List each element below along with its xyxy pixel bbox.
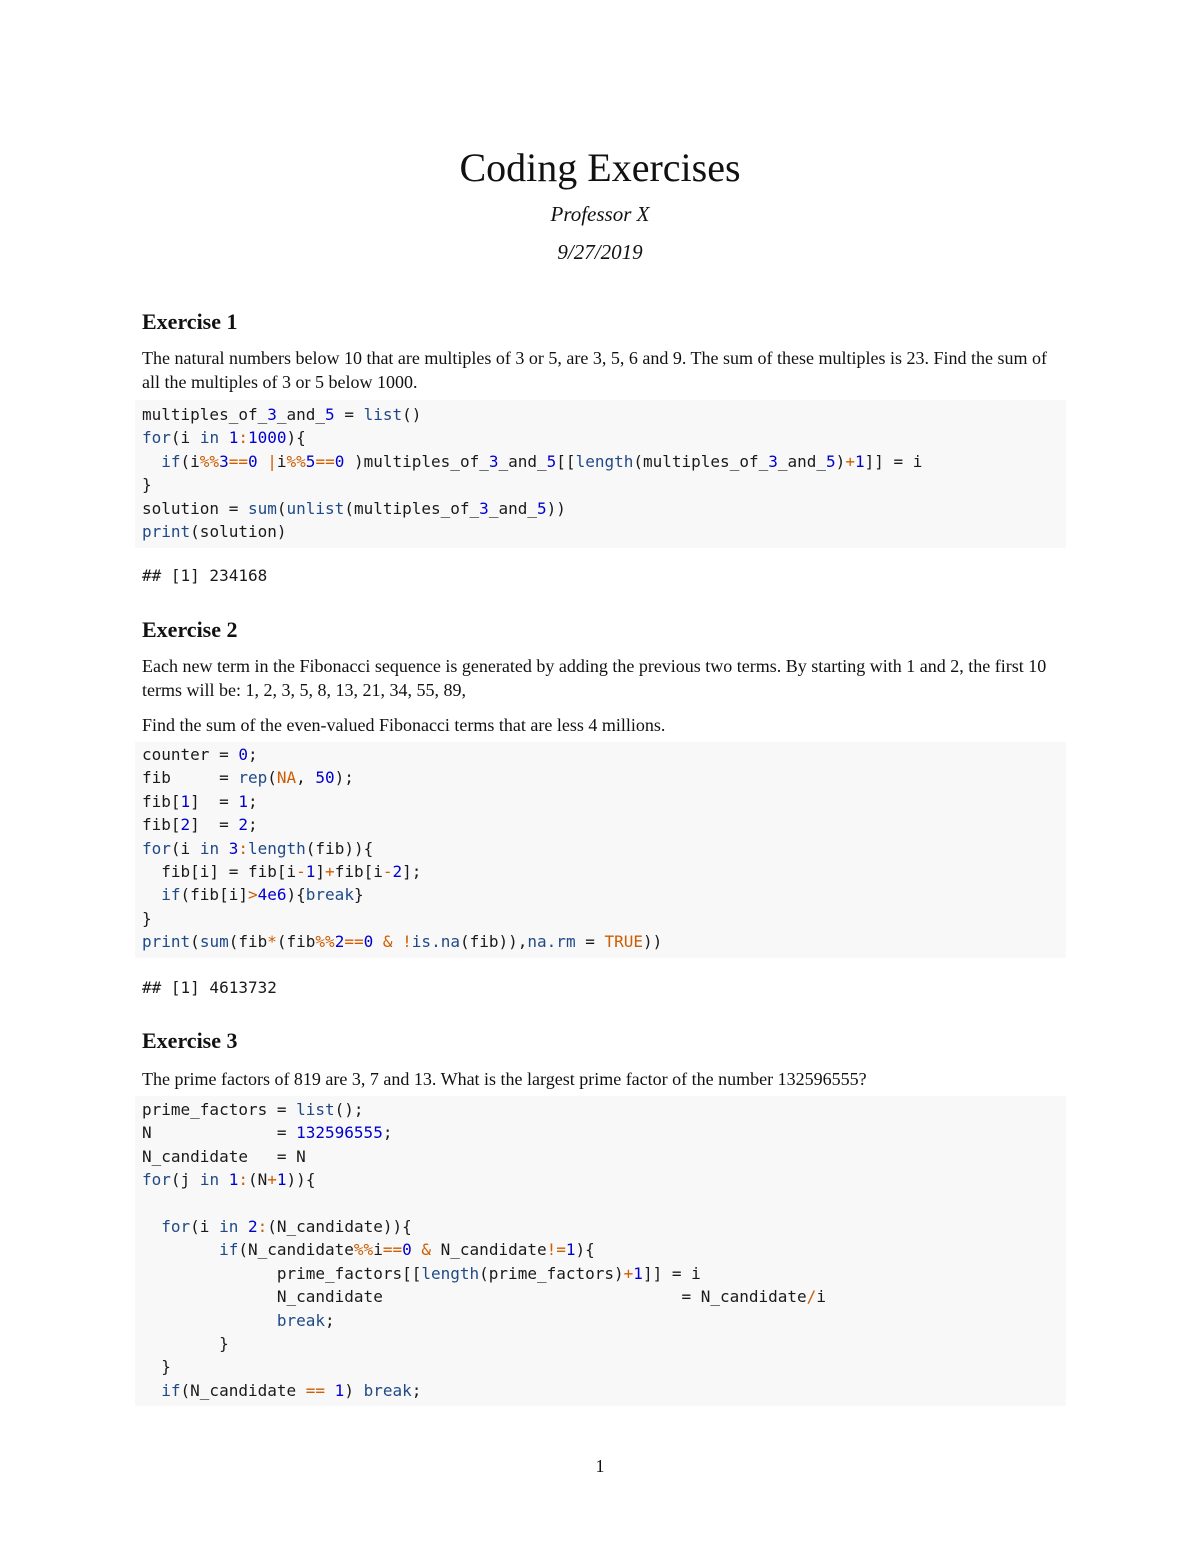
exercise3-code-block [135,1096,1066,1406]
exercise2-output: ## [1] 4613732 [142,978,277,997]
document-title: Coding Exercises [459,145,741,190]
code-line: fib[i] = fib[i-1]+fib[i-2]; [142,861,422,881]
code-line: for(i in 3:length(fib)){ [142,838,374,858]
document-date: 9/27/2019 [557,240,643,264]
code-line: for(i in 1:1000){ [142,428,306,448]
exercise1-heading: Exercise 1 [142,309,238,334]
code-line: } [142,1333,229,1353]
code-line: N = 132596555; [142,1123,393,1143]
exercise3-text: The prime factors of 819 are 3, 7 and 13. What is the largest prime factor of the number 132596555? [142,1069,867,1089]
code-line: for(j in 1:(N+1)){ [142,1170,316,1190]
code-line: multiples_of_3_and_5 = list() [142,405,422,424]
code-line [142,1192,1059,1215]
code-line: print(solution) [142,521,287,541]
code-line: counter = 0; [142,745,258,764]
code-line: fib[2] = 2; [142,815,258,835]
exercise1-text: The natural numbers below 10 that are multiples of 3 or 5, are 3, 5, 6 and 9. The sum of these multiples is 23. Find the sum of all the multiples of 3 or 5 below 1000. [142,348,1048,392]
exercise3-heading: Exercise 3 [142,1028,238,1053]
code-line: N_candidate = N_candidate/i [142,1287,826,1307]
code-line: print(sum(fib*(fib%%2==0 & !is.na(fib)),na.rm = TRUE)) [142,932,663,952]
document-author: Professor X [550,202,650,226]
code-line: fib[1] = 1; [142,791,258,811]
code-line: N_candidate = N [142,1146,306,1166]
code-line: if(fib[i]>4e6){break} [161,885,364,905]
exercise1-output: ## [1] 234168 [142,566,268,585]
code-line: break; [276,1310,335,1330]
code-line: } [142,908,152,928]
exercise1-code-block [135,400,1066,548]
code-line: if(N_candidate%%i==0 & N_candidate!=1){ [219,1240,595,1260]
code-line: for(i in 2:(N_candidate)){ [161,1216,412,1236]
code-line: } [142,475,152,495]
code-line: solution = sum(unlist(multiples_of_3_and_5)) [142,498,566,518]
page-number: 1 [595,1456,605,1476]
code-line: } [142,1357,171,1377]
exercise2-heading: Exercise 2 [142,617,238,642]
code-line: if(N_candidate == 1) break; [161,1380,422,1400]
code-line: fib = rep(NA, 50); [142,768,354,788]
code-line: prime_factors = list(); [142,1100,364,1119]
code-line: if(i%%3==0 |i%%5==0 )multiples_of_3_and_5[[length(multiples_of_3_and_5)+1]] = i [161,451,923,471]
exercise2-code-block [135,742,1066,958]
exercise2-text-2: Find the sum of the even-valued Fibonacci terms that are less 4 millions. [142,715,666,735]
code-line: prime_factors[[length(prime_factors)+1]] = i [142,1263,701,1283]
exercise2-text-1: Each new term in the Fibonacci sequence is generated by adding the previous two terms. By starting with 1 and 2, the first 10 terms will be: 1, 2, 3, 5, 8, 13, 21, 34, 55, 89, [142,656,1047,700]
